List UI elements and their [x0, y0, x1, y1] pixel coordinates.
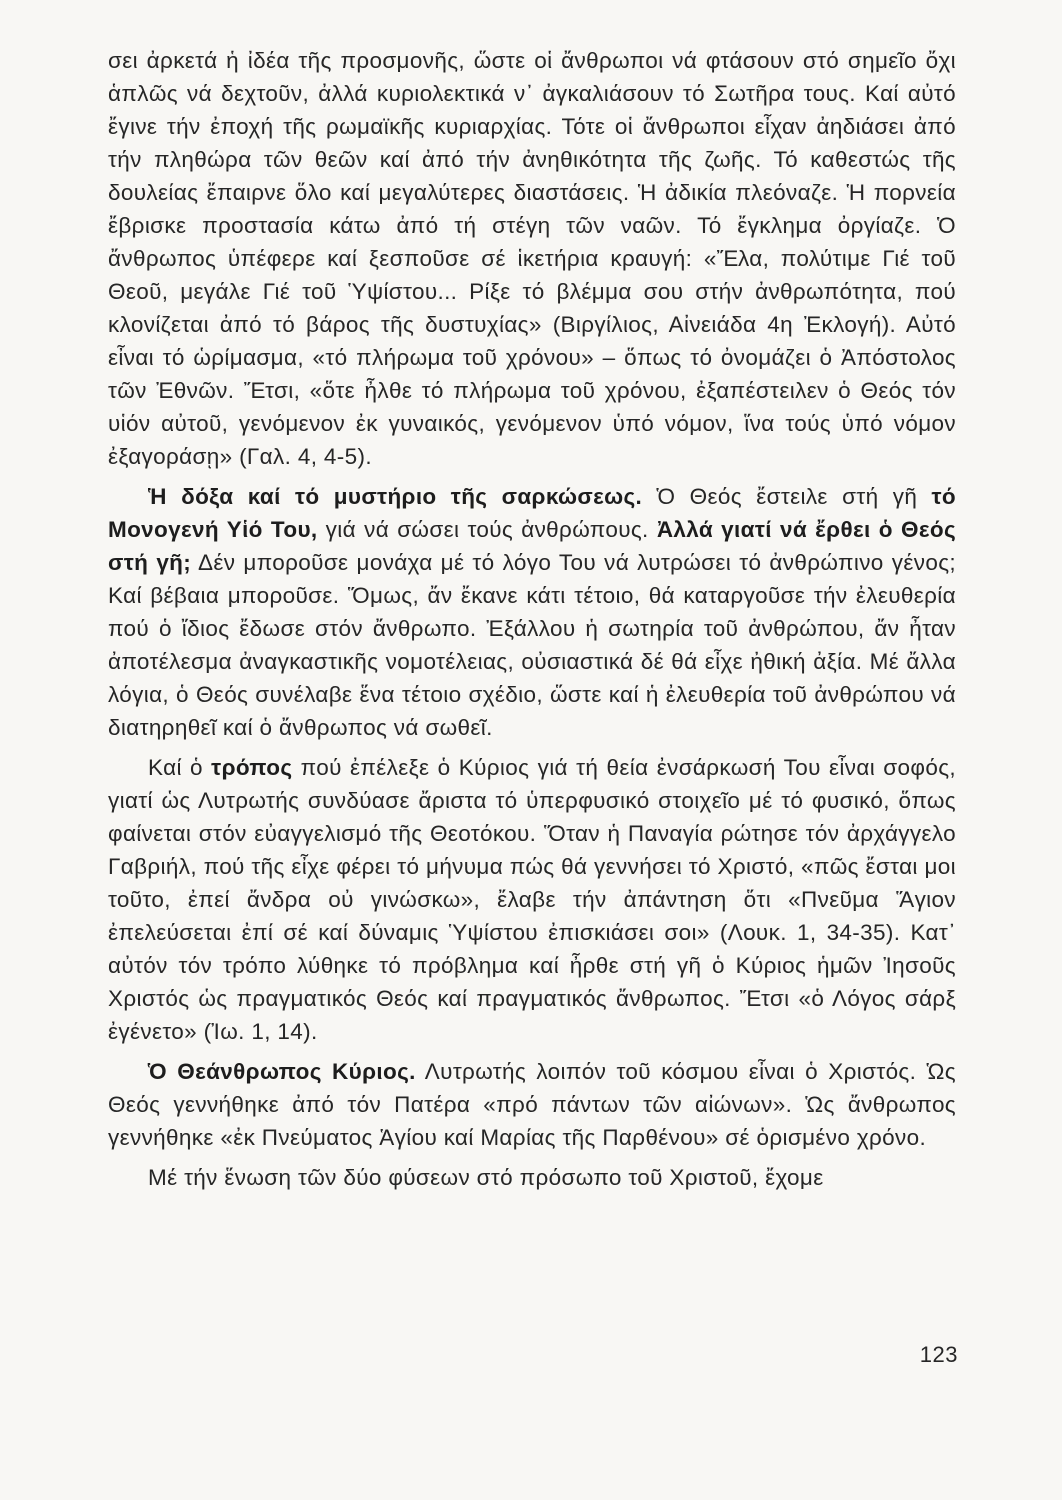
page-number: 123: [919, 1342, 958, 1367]
emphasis-why-god-came: Ἀλλά γιατί νά ἔρθει ὁ Θεός στή γῆ;: [108, 517, 956, 575]
paragraph-2-text-c: Δέν μποροῦσε μονάχα μέ τό λόγο Του νά λυτρώσει τό ἀνθρώπινο γένος; Καί βέβαια μποροῦσε. Ὅμως, ἄν ἔκανε κάτι τέτοιο, θά καταργοῦσε τήν ἐλευθερία πού ὁ ἴδιος ἔδωσε στόν ἄνθρωπο. Ἐξάλλου ἡ σωτηρία τοῦ ἀνθρώπου, ἄν ἦταν ἀποτέλεσμα ἀναγκαστικῆς νομοτέλειας, οὐσιαστικά δέ θά εἶχε ἠθική ἀξία. Μέ ἄλλα λόγια, ὁ Θεός συνέλαβε ἕνα τέτοιο σχέδιο, ὥστε καί ἡ ἐλευθερία τοῦ ἀνθρώπου νά διατηρηθεῖ καί ὁ ἄνθρωπος νά σωθεῖ.: [108, 550, 956, 740]
paragraph-1: [108, 44, 956, 473]
paragraph-2-text-b: γιά νά σώσει τούς ἀνθρώπους.: [317, 517, 657, 542]
paragraph-5-text: Μέ τήν ἕνωση τῶν δύο φύσεων στό πρόσωπο τοῦ Χριστοῦ, ἔχομε: [148, 1165, 824, 1190]
paragraph-4: [108, 1055, 956, 1154]
emphasis-only-begotten-son: τό Μονογενή Υἱό Του,: [108, 484, 956, 542]
paragraph-4-text: Λυτρωτής λοιπόν τοῦ κόσμου εἶναι ὁ Χριστός. Ὡς Θεός γεννήθηκε ἀπό τόν Πατέρα «πρό πάντων τῶν αἰώνων». Ὡς ἄνθρωπος γεννήθηκε «ἐκ Πνεύματος Ἁγίου καί Μαρίας τῆς Παρθένου» σέ ὁρισμένο χρόνο.: [108, 1059, 956, 1150]
paragraph-2: [108, 480, 956, 744]
paragraph-3-text-a: Καί ὁ: [148, 755, 212, 780]
emphasis-manner: τρόπος: [211, 755, 293, 780]
paragraph-2-text-a: Ὁ Θεός ἔστειλε στή γῆ: [642, 484, 932, 509]
heading-glory-and-mystery: Ἡ δόξα καί τό μυστήριο τῆς σαρκώσεως.: [148, 484, 643, 509]
body-text: [108, 44, 956, 1194]
paragraph-1-text: σει ἀρκετά ἡ ἰδέα τῆς προσμονῆς, ὥστε οἱ ἄνθρωποι νά φτάσουν στό σημεῖο ὄχι ἁπλῶς νά δεχτοῦν, ἀλλά κυριολεκτικά ν᾽ ἀγκαλιάσουν τό Σωτῆρα τους. Καί αὐτό ἔγινε τήν ἐποχή τῆς ρωμαϊκῆς κυριαρχίας. Τότε οἱ ἄνθρωποι εἶχαν ἀηδιάσει ἀπό τήν πληθώρα τῶν θεῶν καί ἀπό τήν ἀνηθικότητα τῆς ζωῆς. Τό καθεστώς τῆς δουλείας ἔπαιρνε ὅλο καί μεγαλύτερες διαστάσεις. Ἡ ἀδικία πλεόναζε. Ἡ πορνεία ἔβρισκε προστασία κάτω ἀπό τή στέγη τῶν ναῶν. Τό ἔγκλημα ὀργίαζε. Ὁ ἄνθρωπος ὑπέφερε καί ξεσποῦσε σέ ἱκετήρια κραυγή: «Ἔλα, πολύτιμε Γιέ τοῦ Θεοῦ, μεγάλε Γιέ τοῦ Ὑψίστου... Ρίξε τό βλέμμα σου στήν ἀνθρωπότητα, πού κλονίζεται ἀπό τό βάρος τῆς δυστυχίας» (Βιργίλιος, Αἰνειάδα 4η Ἐκλογή). Αὐτό εἶναι τό ὡρίμασμα, «τό πλήρωμα τοῦ χρόνου» – ὅπως τό ὀνομάζει ὁ Ἀπόστολος τῶν Ἐθνῶν. Ἔτσι, «ὅτε ἦλθε τό πλήρωμα τοῦ χρόνου, ἐξαπέστειλεν ὁ Θεός τόν υἱόν αὐτοῦ, γενόμενον ἐκ γυναικός, γενόμενον ὑπό νόμον, ἵνα τούς ὑπό νόμον ἐξαγοράσῃ» (Γαλ. 4, 4-5).: [108, 48, 956, 469]
paragraph-3-text-b: πού ἐπέλεξε ὁ Κύριος γιά τή θεία ἐνσάρκωσή Του εἶναι σοφός, γιατί ὡς Λυτρωτής συνδύασε ἄριστα τό ὑπερφυσικό στοιχεῖο μέ τό φυσικό, ὅπως φαίνεται στόν εὐαγγελισμό τῆς Θεοτόκου. Ὅταν ἡ Παναγία ρώτησε τόν ἀρχάγγελο Γαβριήλ, πού τῆς εἶχε φέρει τό μήνυμα πώς θά γεννήσει τό Χριστό, «πῶς ἔσται μοι τοῦτο, ἐπεί ἄνδρα οὐ γινώσκω», ἔλαβε τήν ἀπάντηση ὅτι «Πνεῦμα Ἅγιον ἐπελεύσεται ἐπί σέ καί δύναμις Ὑψίστου ἐπισκιάσει σοι» (Λουκ. 1, 34-35). Κατ᾽ αὐτόν τόν τρόπο λύθηκε τό πρόβλημα καί ἦρθε στή γῆ ὁ Κύριος ἡμῶν Ἰησοῦς Χριστός ὡς πραγματικός Θεός καί πραγματικός ἄνθρωπος. Ἔτσι «ὁ Λόγος σάρξ ἐγένετο» (Ἰω. 1, 14).: [108, 755, 957, 1044]
paragraph-5: [108, 1161, 956, 1194]
paragraph-3: [108, 751, 956, 1048]
heading-theanthropos: Ὁ Θεάνθρωπος Κύριος.: [148, 1059, 416, 1084]
